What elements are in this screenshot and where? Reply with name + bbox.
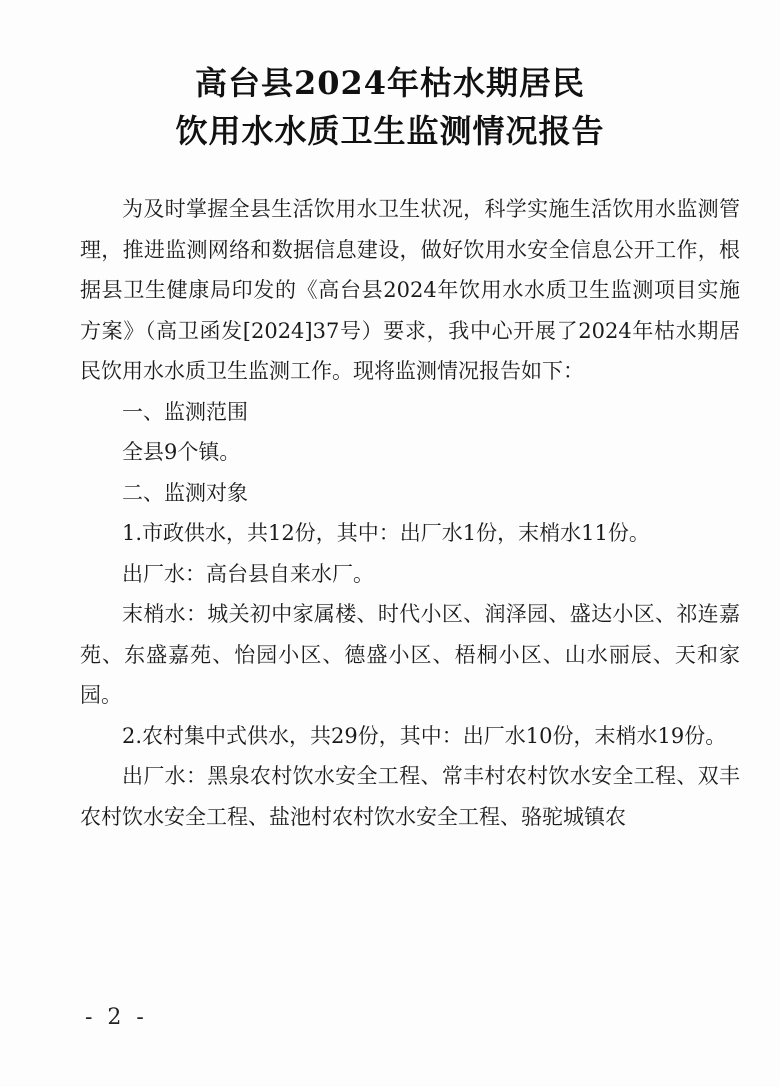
item1-paragraph: 1.市政供水，共12份，其中：出厂水1份，末梢水11份。 (122, 521, 650, 545)
section2-heading: 二、监测对象 (122, 480, 248, 505)
item2-paragraph: 2.农村集中式供水，共29份，其中：出厂水10份，末梢水19份。 (122, 723, 727, 748)
item1-terminal-water: 末梢水：城关初中家属楼、时代小区、润泽园、盛达小区、祁连嘉苑、东盛嘉苑、怡园小区、德盛小区、梧桐小区、山水丽辰、天和家园。 (80, 602, 740, 707)
section1-heading: 一、监测范围 (122, 399, 248, 424)
document-body (80, 189, 740, 837)
item2-plant-water: 出厂水：黑泉农村饮水安全工程、常丰村农村饮水安全工程、双丰农村饮水安全工程、盐池村农村饮水安全工程、骆驼城镇农 (80, 764, 740, 829)
page-number: - 2 - (85, 1005, 148, 1030)
document-title-line1: 高台县2024年枯水期居民 (194, 64, 586, 102)
document-title-line2: 饮用水水质卫生监测情况报告 (175, 112, 605, 150)
section1-text: 全县9个镇。 (122, 440, 241, 464)
intro-paragraph: 为及时掌握全县生活饮用水卫生状况，科学实施生活饮用水监测管理，推进监测网络和数据信息建设，做好饮用水安全信息公开工作，根据县卫生健康局印发的《高台县2024年饮用水水质卫生监测项目实施方案》（高卫函发[2024]37号）要求，我中心开展了2024年枯水期居民饮用水水质卫生监测工作。现将监测情况报告如下： (80, 197, 740, 383)
item1-plant-water: 出厂水：高台县自来水厂。 (122, 561, 374, 586)
